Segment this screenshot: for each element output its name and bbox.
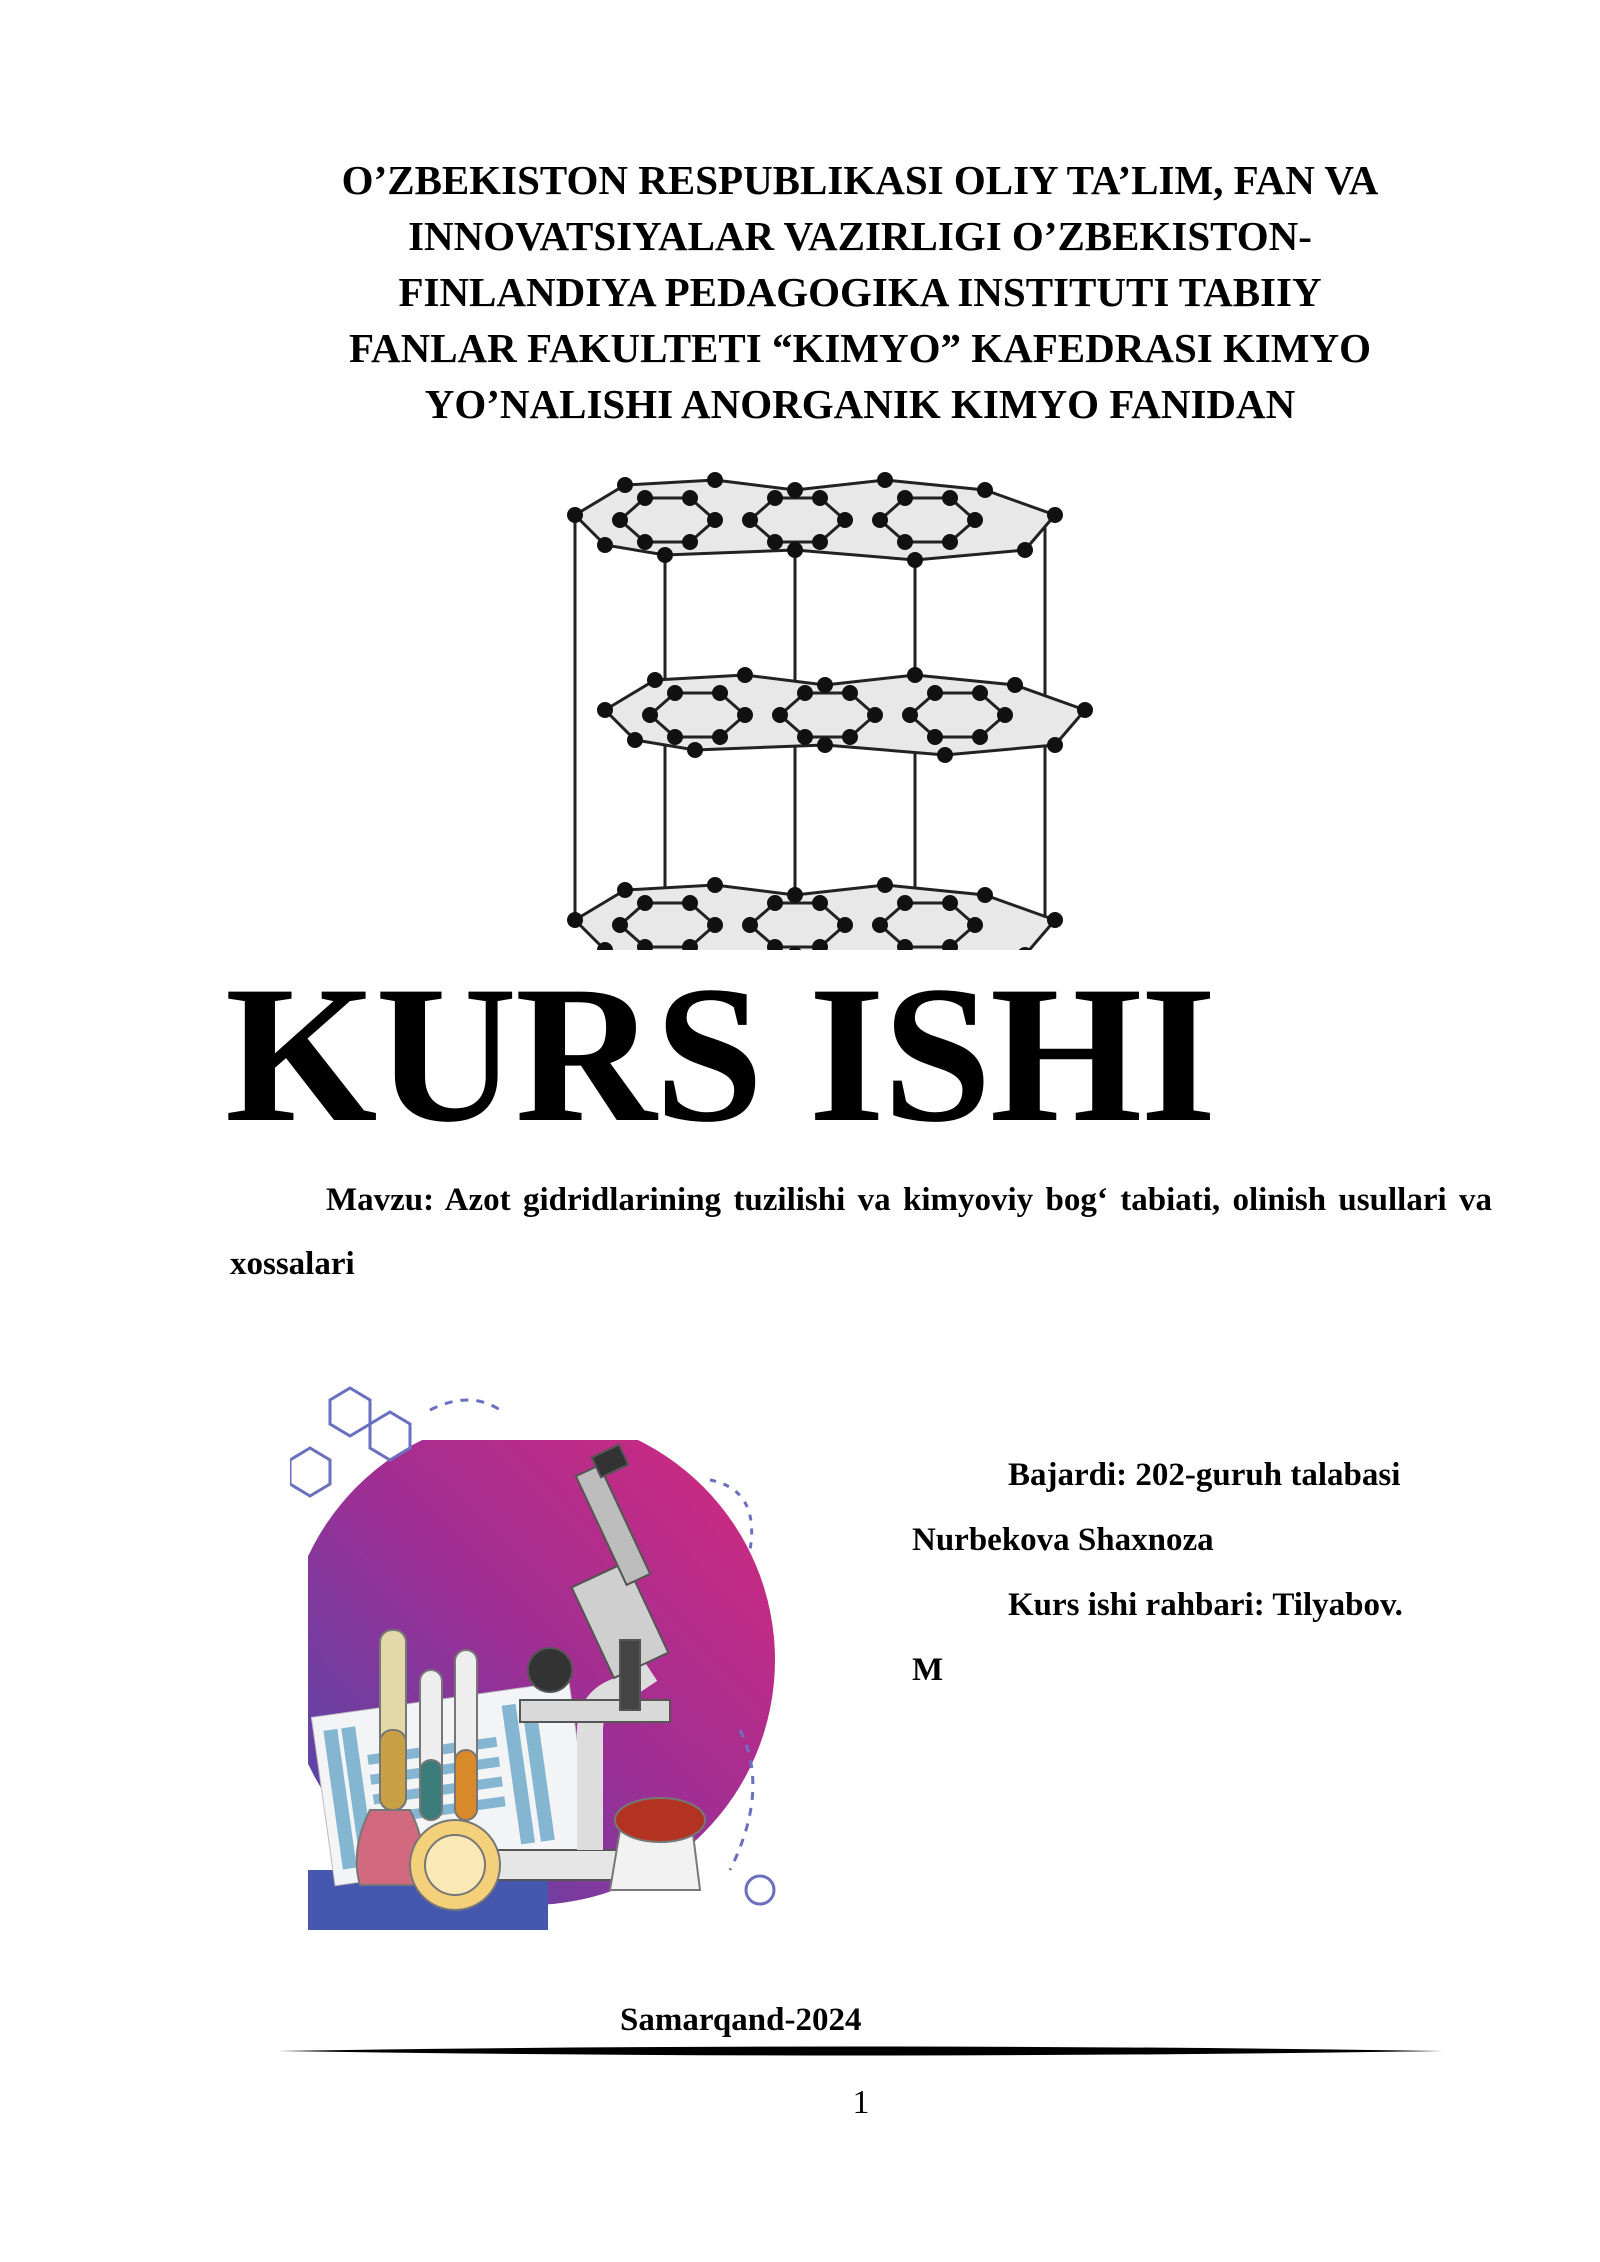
lattice-atom <box>817 677 833 693</box>
lattice-atom <box>642 707 658 723</box>
supervisor-label: Kurs ishi rahbari: Tilyabov. <box>1008 1587 1403 1623</box>
lattice-atom <box>742 917 758 933</box>
lattice-atom <box>867 707 883 723</box>
heading-line: O’ZBEKISTON RESPUBLIKASI OLIY TA’LIM, FAN VA <box>341 157 1379 203</box>
lattice-atom <box>682 895 698 911</box>
heading-line: INNOVATSIYALAR VAZIRLIGI O’ZBEKISTON- <box>408 213 1312 259</box>
lattice-atom <box>877 472 893 488</box>
heading-line: FINLANDIYA PEDAGOGIKA INSTITUTI TABIIY <box>398 269 1322 315</box>
lattice-atom <box>737 707 753 723</box>
lattice-atom <box>897 534 913 550</box>
lattice-atom <box>837 917 853 933</box>
lattice-atom <box>812 534 828 550</box>
page-number: 1 <box>852 2084 870 2121</box>
lattice-atom <box>907 667 923 683</box>
lattice-atom <box>567 912 583 928</box>
lattice-atom <box>942 490 958 506</box>
supervisor-initial: M <box>912 1652 944 1688</box>
lattice-atom <box>707 512 723 528</box>
lattice-atom <box>667 685 683 701</box>
footer-divider <box>278 2044 1443 2058</box>
lattice-atom <box>937 747 953 763</box>
lattice-atom <box>972 729 988 745</box>
lattice-atom <box>737 667 753 683</box>
lattice-atom <box>997 707 1013 723</box>
lattice-atom <box>897 490 913 506</box>
lattice-atom <box>617 477 633 493</box>
page-title: KURS ISHI <box>225 946 1215 1163</box>
lattice-atom <box>872 917 888 933</box>
lattice-atom <box>872 512 888 528</box>
lattice-atom <box>597 537 613 553</box>
lattice-atom <box>637 534 653 550</box>
graphite-lattice-icon <box>555 450 1135 950</box>
lattice-atom <box>1047 507 1063 523</box>
lattice-atom <box>767 534 783 550</box>
lattice-atom <box>767 490 783 506</box>
lattice-atom <box>627 732 643 748</box>
lattice-atom <box>927 729 943 745</box>
lattice-atom <box>812 490 828 506</box>
lattice-atom <box>707 472 723 488</box>
lattice-atom <box>707 917 723 933</box>
lattice-atom <box>877 877 893 893</box>
lattice-atom <box>567 507 583 523</box>
lattice-atom <box>812 895 828 911</box>
lattice-atom <box>1077 702 1093 718</box>
lattice-atom <box>977 482 993 498</box>
lattice-atom <box>787 482 803 498</box>
lattice-atom <box>712 685 728 701</box>
performer-name: Nurbekova Shaxnoza <box>912 1522 1214 1558</box>
author-block <box>912 1443 1472 1703</box>
lattice-atom <box>667 729 683 745</box>
topic-text: Mavzu: Azot gidridlarining tuzilishi va kimyoviy bog‘ tabiati, olinish usullari va xossalari <box>230 1182 1492 1282</box>
lattice-atom <box>787 887 803 903</box>
performer-label: Bajardi: 202-guruh talabasi <box>1008 1457 1401 1493</box>
heading-line: FANLAR FAKULTETI “KIMYO” KAFEDRASI KIMYO <box>348 325 1372 371</box>
lattice-atom <box>682 490 698 506</box>
lattice-atom <box>837 512 853 528</box>
lattice-atom <box>1047 737 1063 753</box>
lattice-atom <box>1007 677 1023 693</box>
lattice-atom <box>942 895 958 911</box>
lattice-atom <box>967 917 983 933</box>
lattice-atom <box>712 729 728 745</box>
lattice-atom <box>942 534 958 550</box>
lattice-atom <box>637 895 653 911</box>
lattice-atom <box>687 742 703 758</box>
lattice-atom <box>612 917 628 933</box>
lattice-atom <box>742 512 758 528</box>
lattice-atom <box>597 702 613 718</box>
city-year: Samarqand-2024 <box>620 2002 862 2038</box>
lattice-atom <box>972 685 988 701</box>
lattice-atom <box>637 490 653 506</box>
institution-heading <box>230 152 1490 432</box>
lattice-atom <box>657 547 673 563</box>
lattice-atom <box>897 895 913 911</box>
lattice-atom <box>647 672 663 688</box>
lattice-atom <box>787 542 803 558</box>
lattice-atom <box>682 534 698 550</box>
lattice-atom <box>617 882 633 898</box>
lattice-atom <box>767 895 783 911</box>
lattice-atom <box>907 552 923 568</box>
lattice-atom <box>842 685 858 701</box>
lattice-atom <box>707 877 723 893</box>
lattice-atom <box>967 512 983 528</box>
chemistry-lab-microscope-icon <box>290 1370 810 1930</box>
lattice-atom <box>977 887 993 903</box>
lattice-atom <box>612 512 628 528</box>
lattice-atom <box>772 707 788 723</box>
lattice-atom <box>902 707 918 723</box>
lattice-atom <box>927 685 943 701</box>
heading-line: YO’NALISHI ANORGANIK KIMYO FANIDAN <box>424 381 1296 427</box>
lattice-atom <box>797 729 813 745</box>
lattice-atom <box>797 685 813 701</box>
lattice-atom <box>817 737 833 753</box>
lattice-atom <box>842 729 858 745</box>
lattice-atom <box>1017 542 1033 558</box>
lattice-atom <box>1047 912 1063 928</box>
